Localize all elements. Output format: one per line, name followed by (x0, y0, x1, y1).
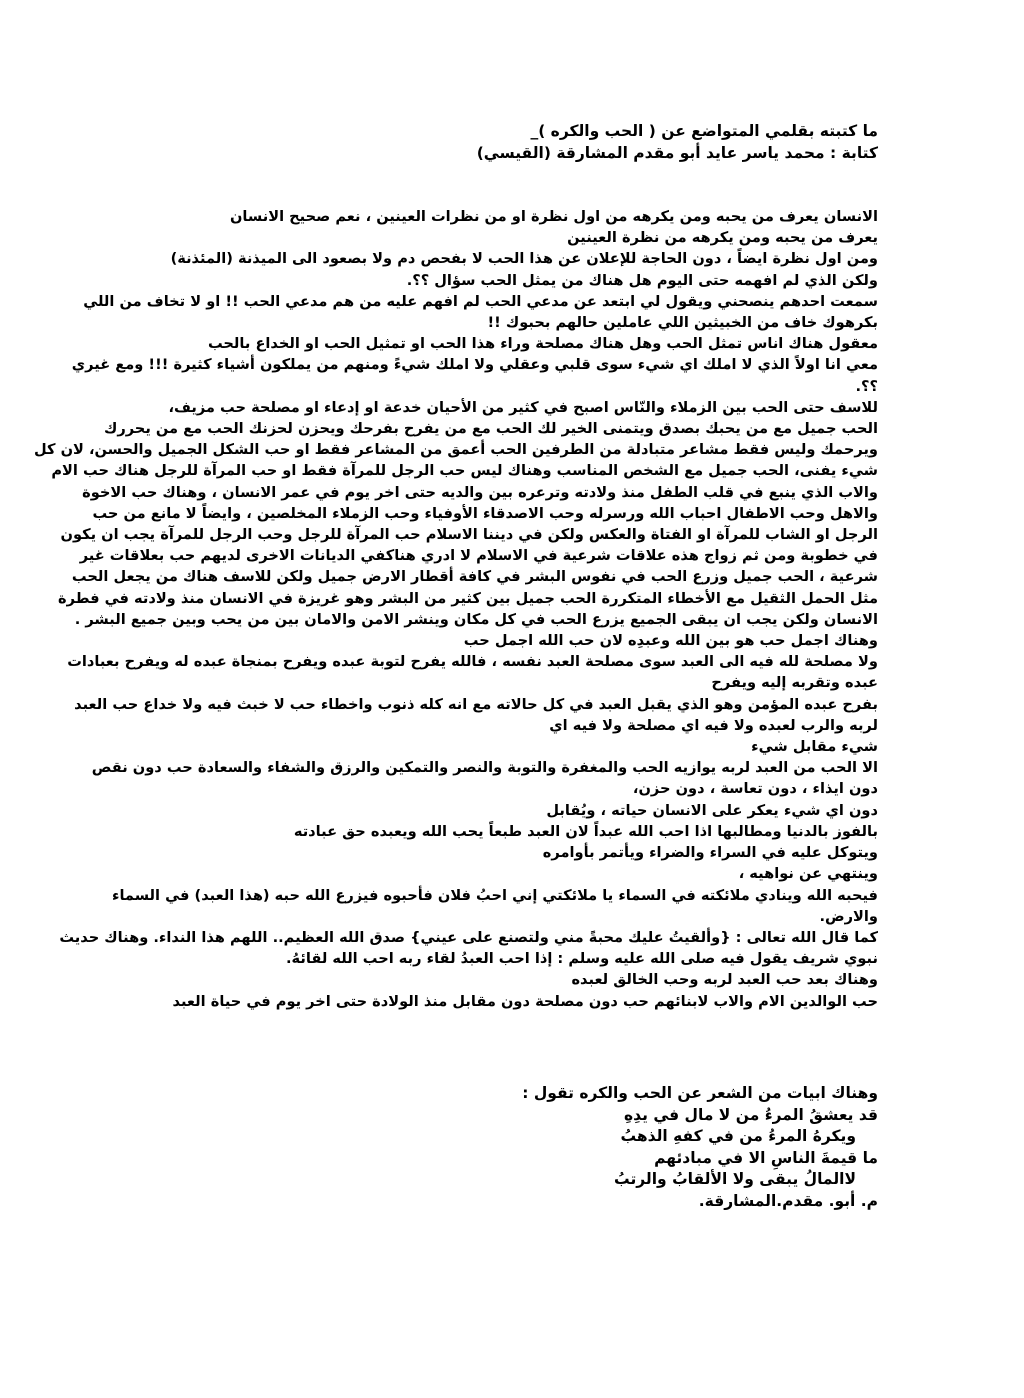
text-line: في خطوبة ومن ثم زواج هذه علاقات شرعية في الاسلام لا ادري هناكفي الديانات الاخرى لديهم حب بعلاقات غير (79, 547, 878, 565)
text-line: يعرف من يحبه ومن يكرهه من نظرة العينين (567, 229, 878, 247)
text-line: شيء يفنى، الحب جميل مع الشخص المناسب وهناك ليس حب الرجل للمرآة فقط او حب المرآة للرجل هناك حب الام (51, 462, 878, 480)
text-line: ومن اول نظرة ايضاً ، دون الحاجة للإعلان عن هذا الحب لا بفحص دم ولا بصعود الى الميذنة (المئذنة) (170, 250, 878, 268)
text-line: بالفوز بالدنيا ومطالبها اذا احب الله عبداً لان العبد طبعاً يحب الله ويعبده حق عبادته (293, 822, 878, 840)
text-line: بفرح عبده المؤمن وهو الذي يقبل العبد في كل حالاته مع انه كله ذنوب واخطاء حب لا خبث فيه ولا خداع حب العبد (74, 695, 878, 713)
document-header (278, 120, 878, 164)
text-line: والاهل وحب الاطفال احباب الله ورسرله وحب الاصدقاء الأوفياء وحب الزملاء المخلصين ، وايضاً لا مانع من حب (92, 504, 878, 522)
text-line: شرعية ، الحب جميل وزرع الحب في نفوس البشر في كافة أقطار الارض جميل ولكن للاسف هناك من يجعل الحب (71, 568, 878, 586)
signature: م. أبو. مقدم.المشارقة. (698, 1191, 878, 1210)
poem-verse: ويكرهُ المرءُ من في كفهِ الذهبُ (620, 1127, 856, 1146)
text-line: معي انا اولاً الذي لا املك اي شيء سوى قلبي وعقلي ولا املك شيءً ومنهم من يملكون أشياء كثيرة !!! ومع غيري (71, 356, 878, 374)
text-line: دون ايذاء ، دون تعاسة ، دون حزن، (632, 780, 878, 798)
text-line: بكرهوك خاف من الخبيثين اللي عاملين حالهم بحبوك !! (487, 314, 878, 332)
text-line: دون اي شيء يعكر على الانسان حياته ، ويُقابل (546, 801, 878, 819)
text-line: الرجل او الشاب للمرآة او الفتاة والعكس ولكن في ديننا الاسلام حب المرآة للرجل وحب الرجل للمرآة يجب ان يكون (60, 526, 878, 544)
poem-verse: قد يعشقُ المرءُ من لا مال في يدِهِ (624, 1105, 878, 1124)
text-line: ؟؟. (855, 377, 878, 395)
essay-body (34, 206, 878, 1012)
text-line: حب الوالدين الام والاب لابنائهم حب دون مصلحة دون مقابل منذ الولادة حتى اخر يوم في حياة العبد (172, 992, 878, 1010)
text-line: نبوي شريف يقول فيه صلى الله عليه وسلم : إذا احب العبدُ لقاء ربه احب الله لقائهُ. (285, 950, 878, 968)
poem-intro: وهناك ابيات من الشعر عن الحب والكره تقول : (522, 1084, 878, 1102)
text-line: الحب جميل مع من يحبك بصدق ويتمنى الخير لك الحب مع من يفرح بفرحك ويحزن لحزنك الحب مع من يحررك (103, 420, 878, 438)
text-line: وينتهي عن نواهيه ، (738, 865, 878, 883)
text-line: الا الحب من العبد لربه يوازيه الحب والمغفرة والتوبة والنصر والتمكين والرزق والشفاء والسعادة حب دون نقص (91, 759, 878, 777)
text-line: معقول هناك اناس تمثل الحب وهل هناك مصلحة وراء هذا الحب او تمثيل الحب او الخداع بالحب (207, 335, 878, 353)
text-line: ولكن الذي لم افهمه حتى اليوم هل هناك من يمثل الحب سؤال ؟؟. (406, 271, 878, 289)
text-line: للاسف حتى الحب بين الزملاء والنّاس اصبح في كثير من الأحيان خدعة او إدعاء او مصلحة حب مزيف، (168, 398, 878, 416)
text-line: ويرحمك وليس فقط مشاعر متبادلة من الطرفين الحب أعمق من المشاعر فقط او حب الشكل الجميل والحسن، لان كل (34, 441, 878, 459)
text-line: وهناك بعد حب العبد لربه وحب الخالق لعبده (571, 971, 878, 989)
text-line: كما قال الله تعالى : {وألقيتُ عليك محبةً مني ولتصنع على عيني} صدق الله العظيم.. اللهم هذا النداء. وهناك حديث (59, 928, 878, 946)
author-byline: كتابة : محمد ياسر عايد أبو مقدم المشارقة (القيسي) (476, 144, 878, 162)
text-line: مثل الحمل الثقيل مع الأخطاء المتكررة الحب جميل بين كثير من البشر وهو غريزة في الانسان منذ ولادته في فطرة (58, 589, 878, 607)
text-line: فيحبه الله وينادي ملائكته في السماء يا ملائكتي إني احبُ فلان فأحبوه فيزرع الله حبه (هذا العبد) في السماء (111, 886, 878, 904)
text-line: والارض. (819, 907, 878, 925)
text-line: الانسان ولكن يجب ان يبقى الجميع يزرع الحب في كل مكان وينشر الامن والامان بين من يحب وبين جميع البشر . (74, 610, 878, 628)
poem-verse: لاالمالُ يبقى ولا الألقابُ والرتبُ (614, 1170, 856, 1189)
text-line: عبده وتقربه إليه ويفرح (711, 674, 878, 692)
text-line: شيء مقابل شيء (751, 738, 878, 756)
poem-verse: ما قيمةَ الناسِ الا في مبادئهم (654, 1148, 878, 1167)
text-line: لربه والرب لعبده ولا فيه اي مصلحة ولا فيه اي (549, 716, 878, 734)
text-line: ولا مصلحة لله فيه الى العبد سوى مصلحة العبد نفسه ، فالله يفرح لتوبة عبده ويفرح بمنجاة عبده له ويفرح بعبادات (67, 653, 878, 671)
document-title: ما كتبته بقلمي المتواضع عن ( الحب والكره )_ (530, 122, 878, 140)
text-line: وهناك اجمل حب هو بين الله وعبدِه لان حب الله اجمل حب (463, 632, 878, 650)
poem-section (522, 1083, 878, 1213)
text-line: والاب الذي ينبع في قلب الطفل منذ ولادته وترعره بين والديه حتى اخر يوم في عمر الانسان ، وهناك حب الاخوة (82, 483, 878, 501)
text-line: ويتوكل عليه في السراء والضراء ويأتمر بأوامره (542, 844, 878, 862)
text-line: سمعت احدهم ينصحني ويقول لي ابتعد عن مدعي الحب لم افهم عليه من هم مدعي الحب !! او لا تخاف من اللي (83, 292, 878, 310)
text-line: الانسان يعرف من يحبه ومن يكرهه من اول نظرة او من نظرات العينين ، نعم صحيح الانسان (229, 208, 878, 225)
